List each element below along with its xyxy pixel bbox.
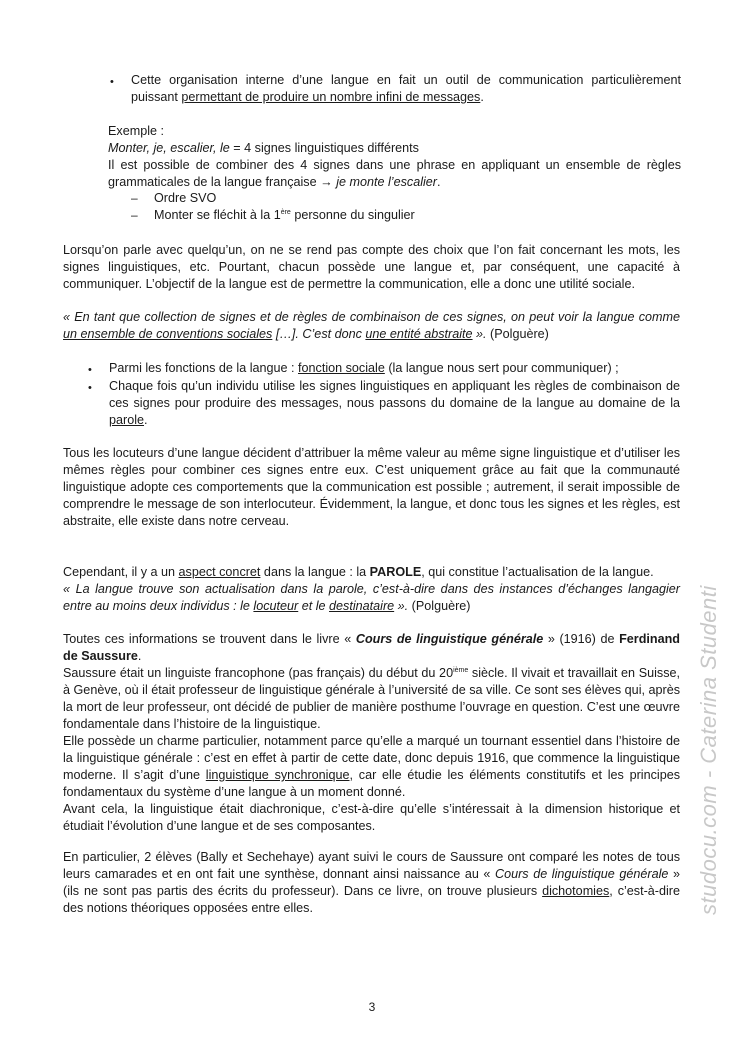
underlined-phrase: aspect concret <box>178 565 261 579</box>
example-result: je monte l’escalier <box>332 175 437 189</box>
watermark: studocu.com - Caterina Studenti <box>696 585 721 915</box>
punct: . <box>137 649 142 663</box>
example-signs <box>108 140 681 157</box>
text: Elle possède un charme particulier, notamment parce qu’elle a marqué un tournant essentiel dans l’histoire de la linguistique générale : c’est en effet à partir de cette date, donc depuis 1916, que commence la linguistique moderne. Il s’agit d’une <box>63 734 680 782</box>
punct: . <box>480 90 484 104</box>
signs-count: = 4 signes linguistiques différents <box>229 141 419 155</box>
text: Avant cela, la linguistique était diachronique, c’est-à-dire qu’elle s’intéressait à la dimension historique et étudiait l’évolution d’une langue et de ses composantes. <box>63 802 680 833</box>
paragraph-locuteurs: Tous les locuteurs d’une langue décident d’attribuer la même valeur au même signe linguistique et d’utiliser les mêmes règles pour combiner ces signes entre eux. C’est uniquement grâce au fait que la communauté linguistique adopte ces comportements que la communication est possible ; autrement, il serait impossible de comprendre le message de son interlocuteur. Évidemment, la langue, et donc tous les signes et les règles, est abstraite, elle existe dans notre cerveau. <box>63 446 680 528</box>
quote-end: ». <box>394 599 409 613</box>
paragraph-eleves <box>63 849 680 917</box>
quote-text: « En tant que collection de signes et de règles de combinaison de ces signes, on peut voir la langue comme <box>63 310 680 324</box>
text: » (ils ne sont pas partis des écrits du professeur). Dans ce livre, on trouve plusieurs <box>63 867 680 898</box>
quote-underlined: une entité abstraite <box>365 327 473 341</box>
quote-underlined: destinataire <box>329 599 395 613</box>
text: dans la langue : la <box>260 565 370 579</box>
signs-list: Monter, je, escalier, le <box>108 141 230 155</box>
quote-underlined: un ensemble de conventions sociales <box>63 327 273 341</box>
bullet-text: Chaque fois qu’un individu utilise les signes linguistiques en appliquant les règles de combinaison de ces signes pour produire des messages, nous passons du domaine de la langue au domaine de la <box>109 379 680 410</box>
sub-text-end: personne du singulier <box>290 208 415 222</box>
bullet-text: (la langue nous sert pour communiquer) ; <box>384 361 619 375</box>
underlined-phrase: parole <box>109 413 145 427</box>
quote-text: et le <box>298 599 330 613</box>
bullet-fonction-sociale <box>109 360 680 377</box>
underlined-phrase: dichotomies <box>542 884 610 898</box>
text: Toutes ces informations se trouvent dans le livre « <box>63 632 356 646</box>
paragraph-parole <box>63 564 680 615</box>
example-sub-svo: Ordre SVO <box>154 191 217 205</box>
text: , c’est-à-dire des notions théoriques opposées entre elles. <box>63 884 680 915</box>
text: Saussure était un linguiste francophone (pas français) du début du 20 <box>63 666 454 680</box>
bullet-organisation <box>131 72 681 106</box>
superscript: ère <box>280 209 291 216</box>
text: » (1916) de <box>543 632 620 646</box>
text: siècle. Il vivait et travaillait en Suisse, à Genève, où il était professeur de linguistique générale à l’université de sa ville. Ce sont ses élèves qui, après la mort de leur professeur, ont décidé de publier de manière posthume l’ouvrage en question. C’est une œuvre fondamentale dans l’histoire de la linguistique. <box>63 666 681 731</box>
book-title: Cours de linguistique générale <box>355 632 544 646</box>
example-sub-verb <box>154 207 674 224</box>
quote-underlined: locuteur <box>253 599 299 613</box>
bullet-text: Cette organisation interne d’une langue en fait un outil de communication particulièrement puissant <box>131 73 681 104</box>
quote-text: […]. C’est donc <box>272 327 366 341</box>
paragraph-communication: Lorsqu’on parle avec quelqu’un, on ne se rend pas compte des choix que l’on fait concernant les mots, les signes linguistiques, etc. Pourtant, chacun possède une langue et, par conséquent, une capacité à communiquer. L’objectif de la langue est de permettre la communication, elle a donc une utilité sociale. <box>63 243 680 291</box>
text: Cependant, il y a un <box>63 565 179 579</box>
quote-polguere-1 <box>63 309 680 343</box>
text: , qui constitue l’actualisation de la langue. <box>421 565 654 579</box>
paragraph-saussure <box>63 631 680 835</box>
bullet-marker: • <box>88 382 92 394</box>
sub-text: Monter se fléchit à la 1 <box>154 208 281 222</box>
example-label: Exemple : <box>108 124 164 138</box>
quote-text: « La langue trouve son actualisation dans la parole, c’est-à-dire dans des instances d’échanges langagier entre au moins deux individus : le <box>63 582 680 613</box>
quote-source: (Polguère) <box>486 327 549 341</box>
quote-source: (Polguère) <box>408 599 471 613</box>
punct: . <box>144 413 148 427</box>
bullet-parole <box>109 378 680 429</box>
bullet-marker: • <box>110 76 114 88</box>
example-sentence <box>108 157 681 191</box>
punct: . <box>437 175 441 189</box>
text: , car elle étudie les éléments constitutifs et les principes fondamentaux du système d’une langue à un moment donné. <box>63 768 681 799</box>
underlined-phrase: fonction sociale <box>298 361 385 375</box>
superscript: ième <box>453 667 469 674</box>
text: En particulier, 2 élèves (Bally et Sechehaye) ayant suivi le cours de Saussure ont comparé les notes de tous leurs camarades et en ont fait une synthèse, donnant ainsi naissance au « <box>63 850 680 881</box>
arrow-icon: → <box>320 175 333 189</box>
quote-end: ». <box>472 327 487 341</box>
book-title: Cours de linguistique générale <box>495 867 669 881</box>
page-number: 3 <box>368 1000 376 1014</box>
underlined-phrase: permettant de produire un nombre infini de messages <box>181 90 481 104</box>
dash-marker: – <box>131 191 138 205</box>
dash-marker: – <box>131 208 138 222</box>
underlined-phrase: linguistique synchronique <box>205 768 350 782</box>
bullet-marker: • <box>88 364 92 376</box>
bold-term: PAROLE <box>369 565 422 579</box>
author-name: Ferdinand de Saussure <box>63 632 680 663</box>
bullet-text: Parmi les fonctions de la langue : <box>109 361 299 375</box>
sentence-text: Il est possible de combiner des 4 signes dans une phrase en appliquant un ensemble de règles grammaticales de la langue française <box>108 158 681 189</box>
